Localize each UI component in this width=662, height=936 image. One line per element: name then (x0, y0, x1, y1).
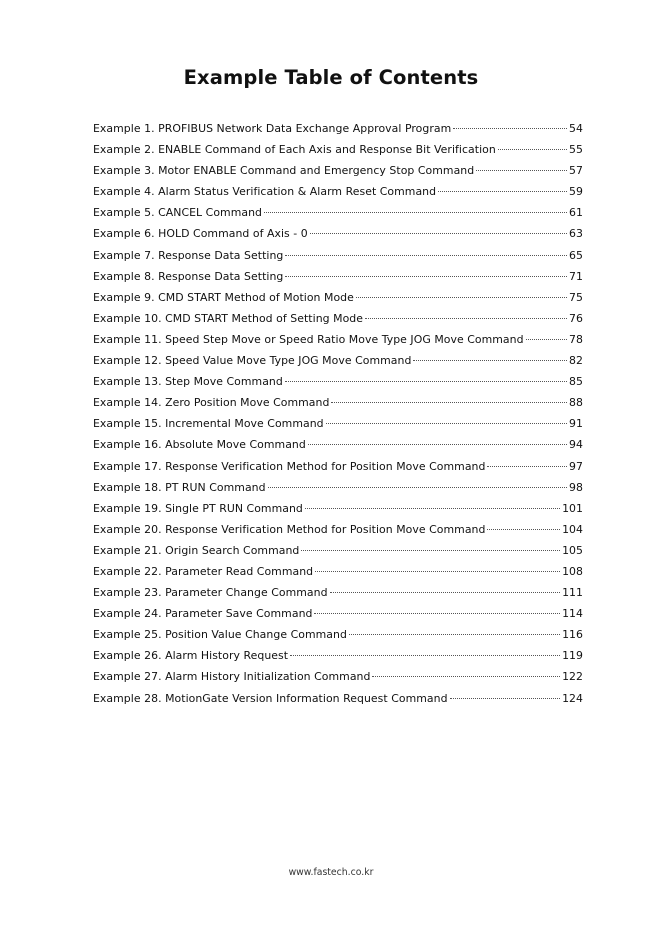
dot-leader (453, 128, 567, 129)
dot-leader (356, 297, 567, 298)
toc-entry-label: Example 16. Absolute Move Command (93, 438, 306, 452)
dot-leader (301, 550, 560, 551)
toc-entry-page: 98 (569, 480, 583, 494)
toc-entry-page: 71 (569, 269, 583, 283)
toc-entry[interactable] (93, 456, 583, 477)
toc-entry-page: 94 (569, 438, 583, 452)
toc-entry-label: Example 25. Position Value Change Command (93, 628, 347, 642)
toc-entry[interactable] (93, 139, 583, 160)
toc-entry[interactable] (93, 561, 583, 582)
toc-entry[interactable] (93, 371, 583, 392)
toc-entry-page: 114 (562, 607, 583, 621)
toc-entry-label: Example 2. ENABLE Command of Each Axis and Response Bit Verification (93, 143, 496, 157)
dot-leader (285, 381, 567, 382)
toc-entry-label: Example 5. CANCEL Command (93, 206, 263, 220)
toc-entry-label: Example 28. MotionGate Version Information Request Command (93, 691, 448, 705)
dot-leader (526, 339, 567, 340)
toc-entry[interactable] (93, 308, 583, 329)
toc-entry[interactable] (93, 287, 583, 308)
toc-entry[interactable] (93, 223, 583, 244)
toc-entry[interactable] (93, 603, 583, 624)
toc-entry-label: Example 17. Response Verification Method for Position Move Command (93, 459, 486, 473)
toc-entry-page: 119 (562, 649, 583, 663)
toc-entry-page: 116 (562, 628, 583, 642)
dot-leader (438, 191, 567, 192)
toc-entry-page: 76 (569, 311, 583, 325)
toc-entry[interactable] (93, 645, 583, 666)
page-title: Example Table of Contents (183, 66, 479, 89)
toc-entry-label: Example 18. PT RUN Command (93, 480, 266, 494)
toc-entry-page: 75 (569, 290, 583, 304)
dot-leader (268, 487, 567, 488)
toc-entry[interactable] (93, 329, 583, 350)
toc-entry-page: 57 (569, 164, 583, 178)
toc-entry-page: 54 (569, 122, 583, 135)
toc-entry-label: Example 20. Response Verification Method for Position Move Command (93, 522, 486, 536)
dot-leader (314, 613, 560, 614)
toc-entry-label: Example 24. Parameter Save Command (93, 607, 313, 621)
toc-entry-label: Example 23. Parameter Change Command (93, 586, 328, 600)
toc-entry[interactable] (93, 266, 583, 287)
dot-leader (330, 592, 561, 593)
toc-entry-label: Example 9. CMD START Method of Motion Mode (93, 290, 354, 304)
toc-entry-label: Example 26. Alarm History Request (93, 649, 289, 663)
dot-leader (331, 402, 567, 403)
dot-leader (285, 276, 567, 277)
toc-entry[interactable] (93, 350, 583, 371)
toc-entry-label: Example 11. Speed Step Move or Speed Ratio Move Type JOG Move Command (93, 332, 524, 346)
toc-entry[interactable] (93, 118, 583, 139)
dot-leader (365, 318, 567, 319)
toc-entry[interactable] (93, 519, 583, 540)
toc-entry-label: Example 3. Motor ENABLE Command and Emergency Stop Command (93, 164, 475, 178)
dot-leader (290, 655, 560, 656)
toc-entry[interactable] (93, 624, 583, 645)
dot-leader (285, 255, 567, 256)
dot-leader (305, 508, 560, 509)
toc-entry[interactable] (93, 181, 583, 202)
dot-leader (315, 571, 560, 572)
toc-entry-page: 59 (569, 185, 583, 199)
toc-entry-label: Example 15. Incremental Move Command (93, 417, 324, 431)
toc-entry[interactable] (93, 688, 583, 709)
toc-entry-page: 85 (569, 375, 583, 389)
dot-leader (310, 233, 567, 234)
toc-entry[interactable] (93, 582, 583, 603)
toc-entry-page: 105 (562, 543, 583, 557)
toc-entry-page: 122 (562, 670, 583, 684)
toc-entry-label: Example 19. Single PT RUN Command (93, 501, 303, 515)
toc-entry[interactable] (93, 392, 583, 413)
toc-entry[interactable] (93, 434, 583, 455)
toc-entry-page: 61 (569, 206, 583, 220)
dot-leader (264, 212, 567, 213)
toc-entry-label: Example 22. Parameter Read Command (93, 564, 314, 578)
toc-entry-label: Example 14. Zero Position Move Command (93, 396, 330, 410)
toc-entry-page: 97 (569, 459, 583, 473)
toc-entry-page: 91 (569, 417, 583, 431)
dot-leader (487, 466, 567, 467)
toc-entry[interactable] (93, 477, 583, 498)
toc-entry-page: 108 (562, 564, 583, 578)
toc-entry-label: Example 12. Speed Value Move Type JOG Move Command (93, 354, 412, 368)
toc-entry-page: 78 (569, 332, 583, 346)
toc-entry-page: 104 (562, 522, 583, 536)
toc-entry-label: Example 13. Step Move Command (93, 375, 283, 389)
toc-list (93, 118, 583, 709)
toc-entry-label: Example 27. Alarm History Initialization Command (93, 670, 371, 684)
dot-leader (372, 676, 560, 677)
toc-entry-page: 63 (569, 227, 583, 241)
dot-leader (326, 423, 567, 424)
footer-url[interactable]: www.fastech.co.kr (288, 867, 374, 878)
toc-entry[interactable] (93, 666, 583, 687)
toc-entry-page: 111 (562, 586, 583, 600)
toc-entry-page: 124 (562, 691, 583, 705)
toc-entry-page: 55 (569, 143, 583, 157)
dot-leader (349, 634, 560, 635)
dot-leader (413, 360, 567, 361)
toc-entry-page: 101 (562, 501, 583, 515)
toc-entry-label: Example 7. Response Data Setting (93, 248, 284, 262)
toc-entry-page: 65 (569, 248, 583, 262)
dot-leader (308, 444, 567, 445)
toc-entry[interactable] (93, 245, 583, 266)
dot-leader (487, 529, 560, 530)
toc-entry-label: Example 21. Origin Search Command (93, 543, 300, 557)
toc-entry-label: Example 4. Alarm Status Verification & Alarm Reset Command (93, 185, 437, 199)
toc-entry[interactable] (93, 413, 583, 434)
toc-entry-label: Example 1. PROFIBUS Network Data Exchange Approval Program (93, 122, 452, 135)
toc-entry-page: 88 (569, 396, 583, 410)
dot-leader (498, 149, 567, 150)
toc-entry[interactable] (93, 540, 583, 561)
toc-entry-label: Example 6. HOLD Command of Axis - 0 (93, 227, 308, 241)
dot-leader (476, 170, 567, 171)
toc-entry-page: 82 (569, 354, 583, 368)
toc-entry[interactable] (93, 202, 583, 223)
toc-entry[interactable] (93, 498, 583, 519)
toc-entry[interactable] (93, 160, 583, 181)
dot-leader (450, 698, 561, 699)
toc-entry-label: Example 10. CMD START Method of Setting Mode (93, 311, 363, 325)
toc-entry-label: Example 8. Response Data Setting (93, 269, 284, 283)
